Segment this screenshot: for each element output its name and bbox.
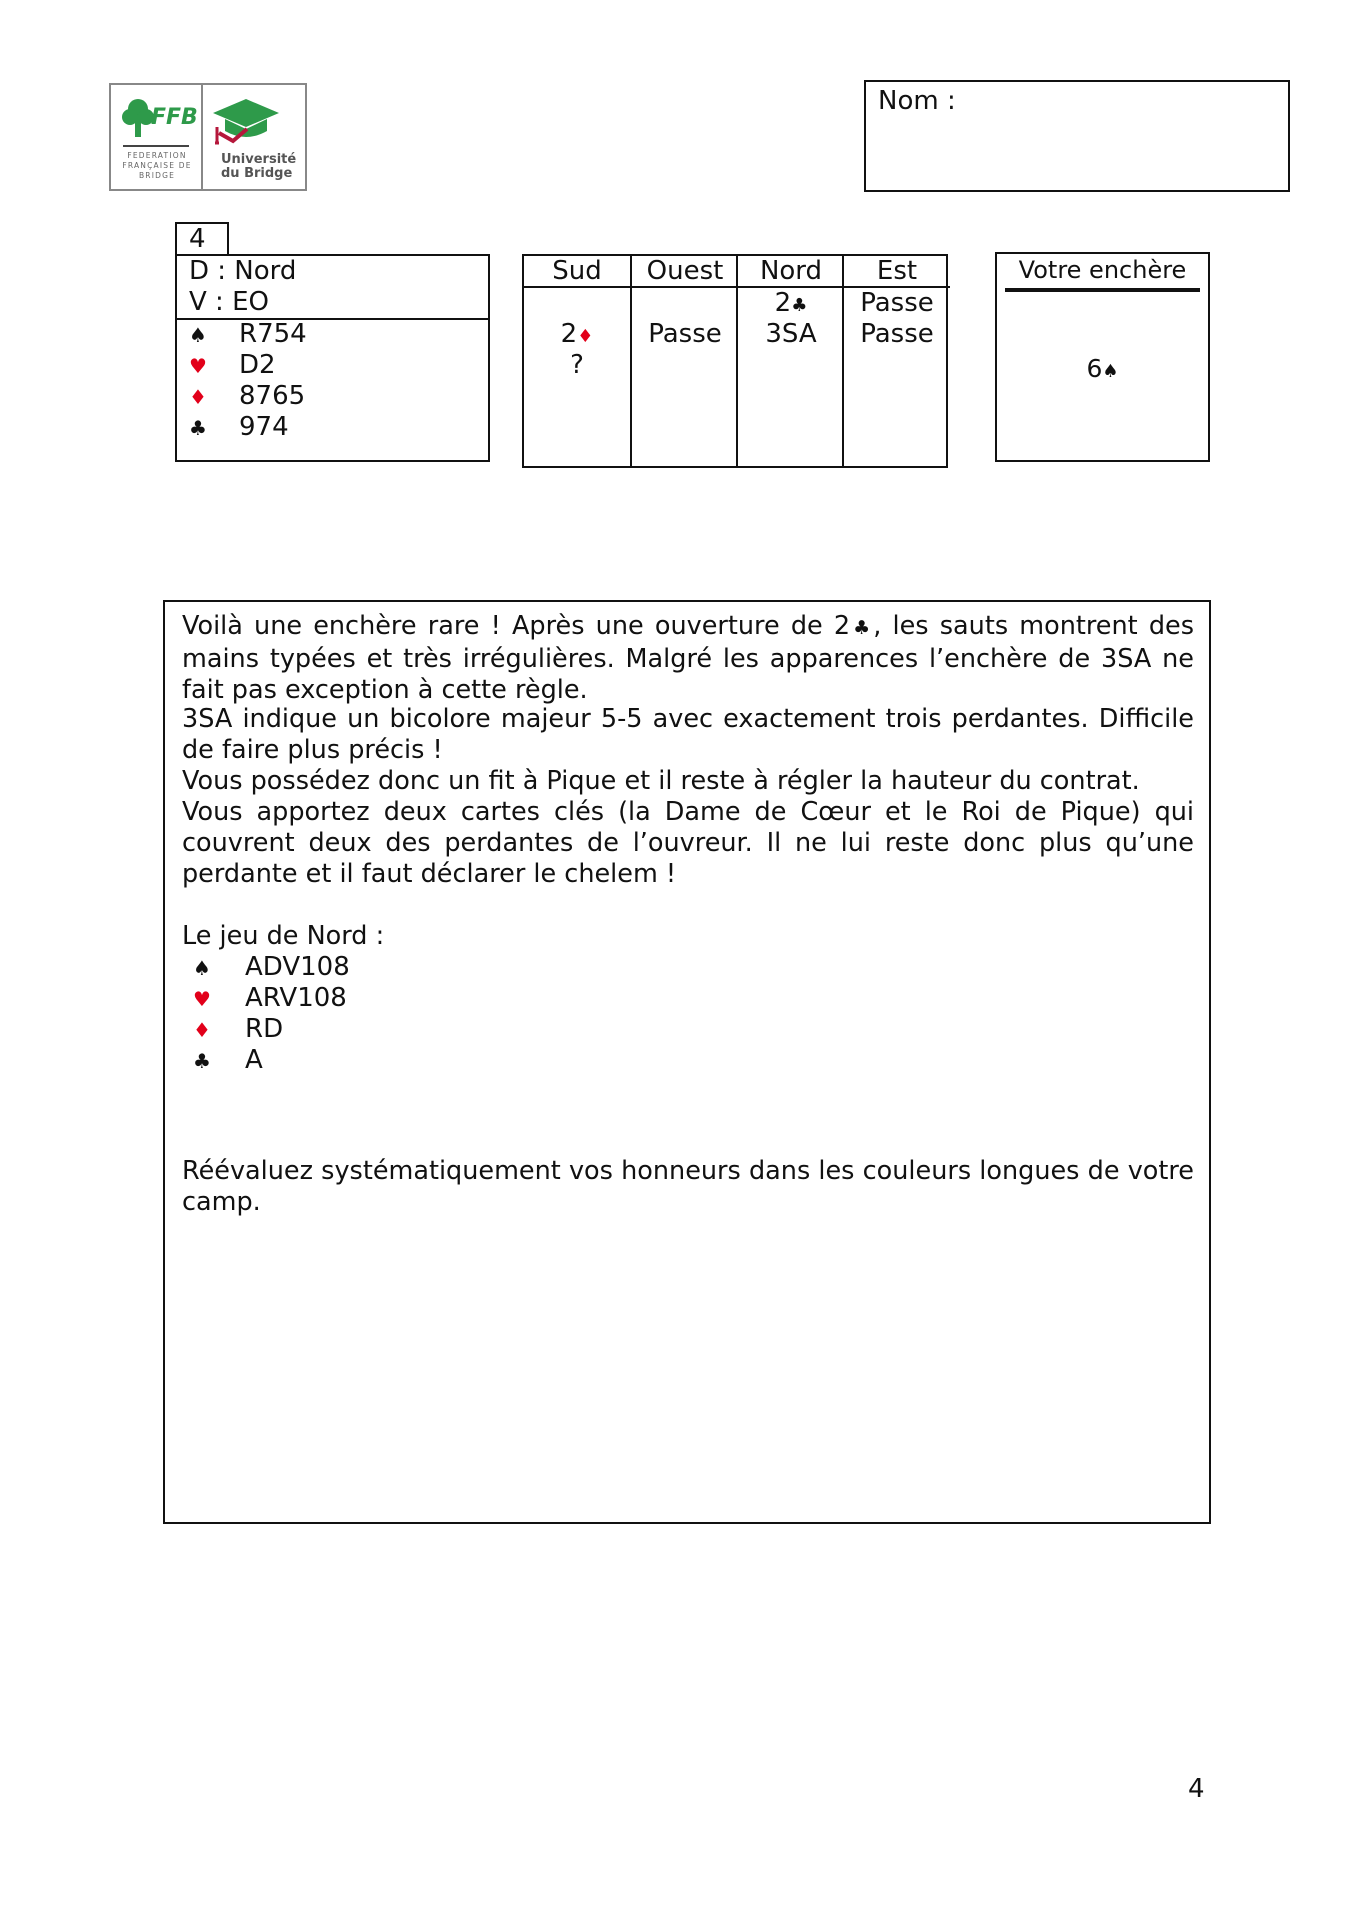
board-number: 4 (189, 224, 206, 254)
auction-bid: 2♦ (560, 319, 594, 349)
auction-bid: 3SA (765, 319, 817, 349)
university-logo-text: Université du Bridge (221, 152, 297, 181)
your-bid-title: Votre enchère (1018, 256, 1187, 284)
auction-header: Est (844, 256, 950, 288)
deal-info-box (175, 254, 490, 462)
name-label: Nom : (878, 86, 956, 116)
hand-row-spades (189, 319, 307, 349)
north-hand-label: Le jeu de Nord : (182, 921, 385, 951)
auction-bid: Passe (648, 319, 722, 349)
auction-bid: Passe (860, 288, 934, 318)
spade-icon: ♠ (193, 956, 211, 980)
club-icon: ♣ (791, 295, 808, 316)
hand-row-hearts (189, 350, 276, 380)
ffb-logo-text: FFB (151, 105, 198, 130)
board-number-box (175, 222, 229, 256)
explanation-paragraph: 3SA indique un bicolore majeur 5-5 avec exactement trois perdantes. Difficile de faire plus précis ! (182, 704, 1194, 765)
auction-column-est (842, 256, 950, 466)
hand-cards: D2 (239, 350, 276, 380)
spade-icon: ♠ (1102, 361, 1119, 382)
page-number: 4 (1188, 1774, 1205, 1804)
auction-column-ouest (630, 256, 738, 466)
north-hand-diamonds: ♦ RD (193, 1014, 284, 1044)
auction-header: Ouest (632, 256, 738, 288)
ffb-logo-subtitle: FEDERATION FRANÇAISE DE BRIDGE (122, 151, 192, 180)
auction-column-nord (736, 256, 844, 466)
diamond-icon: ♦ (193, 1018, 211, 1042)
club-icon: ♣ (189, 416, 207, 440)
hand-cards: 974 (239, 412, 289, 442)
auction-bid: 2♣ (774, 288, 808, 318)
name-field[interactable] (864, 80, 1290, 192)
vulnerability-label: V : EO (189, 287, 269, 317)
diamond-icon: ♦ (189, 385, 207, 409)
auction-column-sud (524, 256, 630, 466)
club-icon: ♣ (193, 1049, 211, 1073)
diamond-icon: ♦ (577, 326, 594, 347)
explanation-box (163, 600, 1211, 1524)
dealer-label: D : Nord (189, 256, 297, 286)
explanation-paragraph: Voilà une enchère rare ! Après une ouverture de 2♣, les sauts montrent des mains typées et très irrégulières. Malgré les apparences l’enchère de 3SA ne fait pas exception à cette règle. (182, 611, 1194, 705)
hand-row-diamonds (189, 381, 305, 411)
your-bid-box (995, 252, 1210, 462)
graduation-cap-icon (211, 97, 281, 149)
club-icon: ♣ (850, 617, 874, 639)
auction-bid: ? (570, 350, 584, 380)
north-hand-hearts: ♥ ARV108 (193, 983, 347, 1013)
auction-table (522, 254, 948, 468)
spade-icon: ♠ (189, 323, 207, 347)
heart-icon: ♥ (193, 987, 211, 1011)
explanation-paragraph: Vous apportez deux cartes clés (la Dame de Cœur et le Roi de Pique) qui couvrent deux des perdantes de l’ouvreur. Il ne lui reste donc plus qu’une perdante et il faut déclarer le chelem ! (182, 797, 1194, 889)
auction-header: Nord (738, 256, 844, 288)
your-bid-answer: 6♠ (1086, 354, 1119, 383)
heart-icon: ♥ (189, 354, 207, 378)
auction-bid: Passe (860, 319, 934, 349)
explanation-conclusion: Réévaluez systématiquement vos honneurs dans les couleurs longues de votre camp. (182, 1156, 1194, 1217)
hand-row-clubs (189, 412, 289, 442)
north-hand-clubs: ♣ A (193, 1045, 263, 1075)
hand-cards: 8765 (239, 381, 306, 411)
explanation-paragraph: Vous possédez donc un fit à Pique et il reste à régler la hauteur du contrat. (182, 766, 1140, 796)
auction-header: Sud (524, 256, 630, 288)
hand-cards: R754 (239, 319, 307, 349)
logo (109, 83, 307, 191)
ffb-tree-icon (121, 97, 155, 141)
north-hand-spades: ♠ ADV108 (193, 952, 350, 982)
